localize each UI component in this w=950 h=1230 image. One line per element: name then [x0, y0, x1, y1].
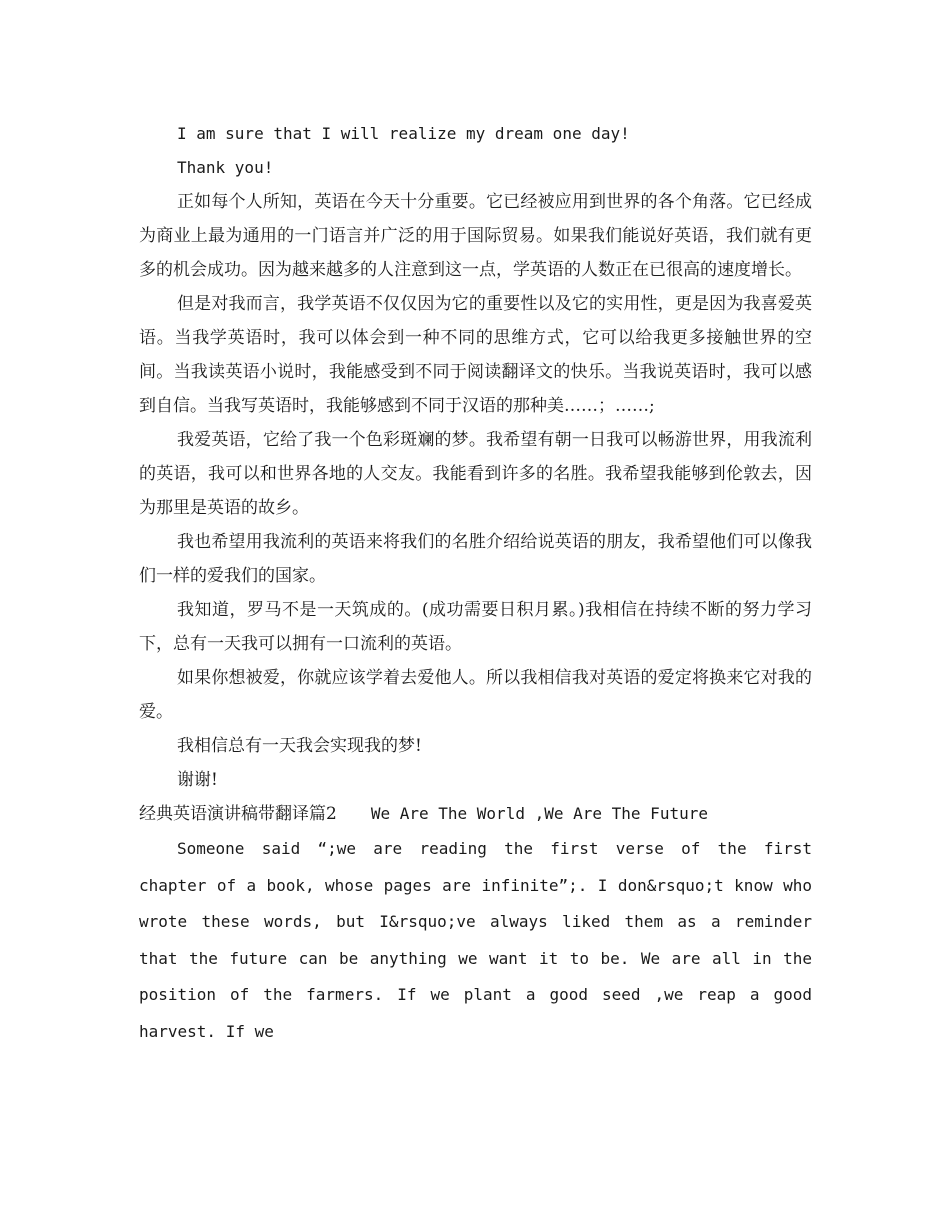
- section-heading-cn: 经典英语演讲稿带翻译篇2: [139, 804, 337, 824]
- paragraph: 如果你想被爱，你就应该学着去爱他人。所以我相信我对英语的爱定将换来它对我的爱。: [139, 668, 812, 722]
- paragraph: Thank you!: [177, 158, 274, 177]
- paragraph: 我爱英语，它给了我一个色彩斑斓的梦。我希望有朝一日我可以畅游世界，用我流利的英语，我可以和世界各地的人交友。我能看到许多的名胜。我希望我能够到伦敦去，因为那里是英语的故乡。: [139, 430, 812, 518]
- paragraph: 正如每个人所知，英语在今天十分重要。它已经被应用到世界的各个角落。它已经成为商业上最为通用的一门语言并广泛的用于国际贸易。如果我们能说好英语，我们就有更多的机会成功。因为越来越多的人注意到这一点，学英语的人数正在已很高的速度增长。: [139, 192, 812, 280]
- paragraph: I am sure that I will realize my dream one day!: [177, 124, 630, 143]
- paragraph: 我也希望用我流利的英语来将我们的名胜介绍给说英语的朋友，我希望他们可以像我们一样的爱我们的国家。: [139, 532, 812, 586]
- section-heading: [139, 797, 812, 831]
- paragraph: 我知道，罗马不是一天筑成的。(成功需要日积月累。)我相信在持续不断的努力学习下，总有一天我可以拥有一口流利的英语。: [139, 600, 812, 654]
- document-page: [139, 117, 812, 1050]
- section-heading-en: We Are The World ,We Are The Future: [370, 804, 708, 823]
- paragraph: 但是对我而言，我学英语不仅仅因为它的重要性以及它的实用性，更是因为我喜爱英语。当我学英语时，我可以体会到一种不同的思维方式，它可以给我更多接触世界的空间。当我读英语小说时，我能感受到不同于阅读翻译文的快乐。当我说英语时，我可以感到自信。当我写英语时，我能够感到不同于汉语的那种美……；……;: [139, 294, 812, 416]
- paragraph: 谢谢!: [177, 770, 218, 790]
- english-paragraph: Someone said “;we are reading the first verse of the first chapter of a book, whose pages are infinite”;. I don&rsquo;t know who wrote these words, but I&rsquo;ve always liked them as a reminder that the future can be anything we want it to be. We are all in the position of the farmers. If we plant a good seed ,we reap a good harvest. If we: [139, 839, 812, 1041]
- paragraph: 我相信总有一天我会实现我的梦!: [177, 736, 422, 756]
